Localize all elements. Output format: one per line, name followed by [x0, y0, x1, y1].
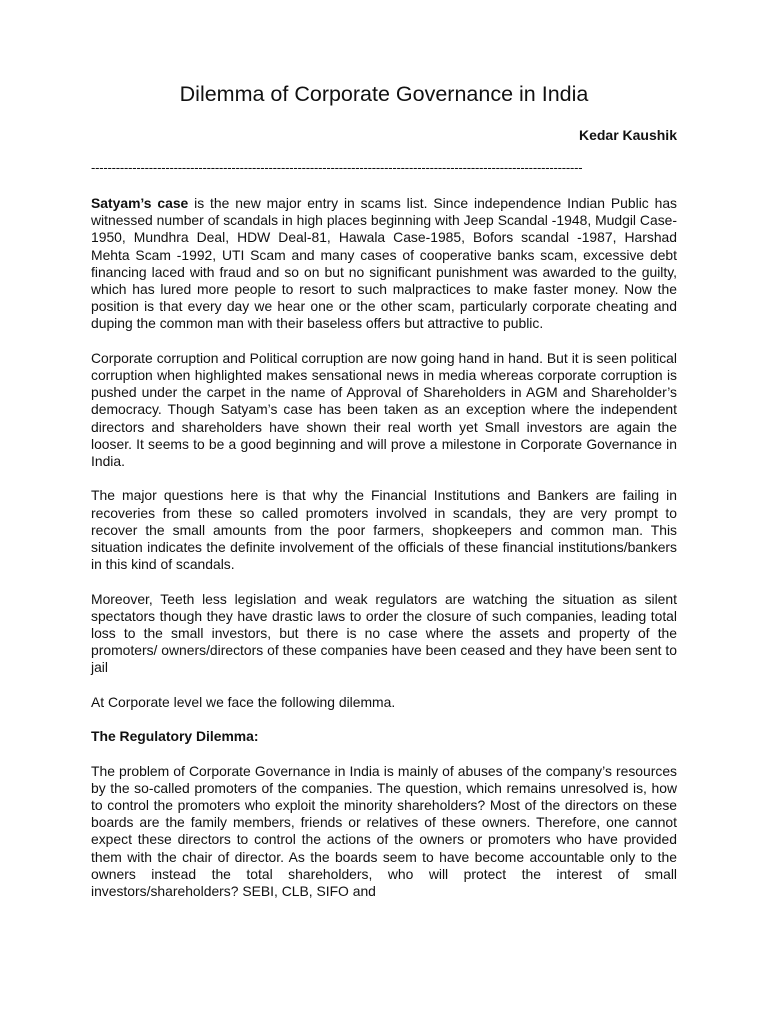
author-name: Kedar Kaushik [578, 127, 677, 143]
paragraph-legislation: Moreover, Teeth less legislation and weak regulators are watching the situation as silent spectators though they have drastic laws to order the closure of such companies, leading total loss to the small investors, but there is no case where the assets and property of the promoters/ owners/directors of these companies have been ceased and they have been sent to jail [91, 590, 677, 676]
paragraph-corruption: Corporate corruption and Political corruption are now going hand in hand. But it is seen political corruption when highlighted makes sensational news in media whereas corporate corruption is pushed under the carpet in the name of Approval of Shareholders in AGM and Shareholder’s democracy. Though Satyam’s case has been taken as an exception where the independent directors and shareholders have shown their real worth yet Small investors are again the looser. It seems to be a good beginning and will prove a milestone in Corporate Governance in India. [91, 349, 677, 470]
section-heading: The Regulatory Dilemma: [91, 728, 259, 745]
paragraph-major-questions: The major questions here is that why the Financial Institutions and Bankers are failing in recoveries from these so called promoters involved in scandals, they are very prompt to recover the small amounts from the poor farmers, shopkeepers and common man. This situation indicates the definite involvement of the officials of these financial institutions/bankers in this kind of scandals. [91, 487, 677, 573]
paragraph-regulatory: The problem of Corporate Governance in India is mainly of abuses of the company’s resources by the so-called promoters of the companies. The question, which remains unresolved is, how to control the promoters who exploit the minority shareholders? Most of the directors on these boards are the family members, friends or relatives of these owners. Therefore, one cannot expect these directors to control the actions of the owners or promoters who have provided them with the chair of director. As the boards seem to have become accountable only to the owners instead the total shareholders, who will protect the interest of small investors/shareholders? SEBI, CLB, SIFO and [91, 762, 677, 900]
paragraph-text: is the new major entry in scams list. Since independence Indian Public has witnessed number of scandals in high places beginning with Jeep Scandal -1948, Mudgil Case- 1950, Mundhra Deal, HDW Deal-81, Hawala Case-1985, Bofors scandal -1987, Harshad Mehta Scam -1992, UTI Scam and many cases of cooperative banks scam, excessive debt financing laced with fraud and so on but no significant punishment was awarded to the guilty, which has lured more people to resort to such malpractices to make faster money. Now the position is that every day we hear one or the other scam, particularly corporate cheating and duping the common man with their baseless offers but attractive to public. [91, 195, 677, 332]
document-title: Dilemma of Corporate Governance in India [179, 82, 589, 106]
separator-line: ----------------------------------------------------------------------------------------------------------------------- [91, 160, 583, 175]
paragraph-satyam [91, 195, 677, 333]
paragraph-dilemma-intro: At Corporate level we face the following dilemma. [91, 693, 396, 710]
paragraph-lead-bold: Satyam’s case [91, 195, 189, 211]
document-body [91, 195, 677, 917]
